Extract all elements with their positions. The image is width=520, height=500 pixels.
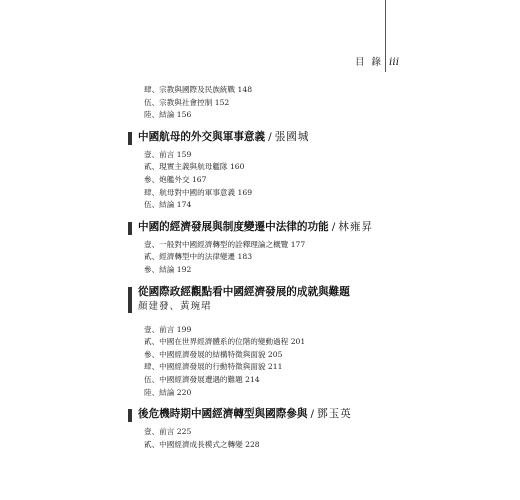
toc-entry: 壹、前言 159 [144, 149, 192, 159]
chapter-marker-bar [128, 222, 132, 235]
toc-entry: 貳、中國經濟成長模式之轉變 228 [144, 439, 260, 449]
toc-entry: 貳、現實主義與航母艦隊 160 [144, 162, 245, 172]
running-head [355, 54, 399, 68]
chapter-title [138, 407, 352, 422]
toc-entry: 肆、中國經濟發展的行動特徵與面貌 211 [144, 362, 283, 372]
chapter-2 [128, 220, 428, 277]
toc-entry: 肆、宗教與國際及民族統戰 148 [144, 85, 253, 94]
chapter-1 [128, 130, 428, 212]
table-of-contents [128, 84, 428, 451]
toc-entry: 肆、航母對中國的軍事意義 169 [144, 187, 253, 197]
chapter-heading [128, 407, 428, 422]
chapter-heading [128, 220, 428, 235]
chapter-title-block [138, 285, 350, 314]
chapter-heading [128, 130, 428, 145]
chapter-entry-list [144, 149, 428, 212]
toc-entry: 參、結論 192 [144, 264, 192, 274]
toc-entry: 陸、結論 220 [144, 387, 192, 397]
toc-entry: 參、炮艦外交 167 [144, 174, 207, 184]
pre-entry-list [144, 84, 428, 122]
running-head-label: 目 錄 [355, 57, 384, 68]
chapter-title-text: 中國航母的外交與軍事意義 [138, 130, 266, 143]
chapter-title-text: 中國的經濟發展與制度變遷中法律的功能 [138, 220, 329, 233]
toc-entry: 伍、中國經濟發展遭遇的難題 214 [144, 374, 260, 384]
toc-entry: 陸、結論 156 [144, 110, 192, 120]
chapter-title: 從國際政經觀點看中國經濟發展的成就與難題 [138, 285, 350, 298]
chapter-entry-list [144, 239, 428, 277]
chapter-title-text: 後危機時期中國經濟轉型與國際參與 [138, 408, 308, 421]
toc-entry: 伍、宗教與社會控制 152 [144, 97, 230, 107]
chapter-marker-bar [128, 409, 132, 422]
toc-entry: 貳、中國在世界經濟體系的位階的變動過程 201 [144, 337, 306, 347]
toc-entry: 壹、前言 225 [144, 427, 192, 437]
chapter-marker-bar [128, 287, 132, 313]
chapter-authors: 顏建發、黃琬珺 [138, 300, 212, 312]
chapter-marker-bar [128, 132, 132, 145]
chapter-3 [128, 285, 428, 400]
chapter-4 [128, 407, 428, 451]
chapter-author: 林雍昇 [338, 220, 374, 233]
page-number: iii [389, 56, 400, 68]
chapter-entry-list [144, 324, 428, 400]
title-separator: / [310, 408, 315, 421]
chapter-title [138, 130, 309, 145]
chapter-title [138, 220, 373, 235]
title-separator: / [268, 130, 272, 143]
chapter-author: 鄧玉英 [317, 408, 352, 421]
toc-entry: 貳、經濟轉型中的法律變遷 183 [144, 252, 253, 262]
title-separator: / [331, 220, 336, 233]
toc-entry: 伍、結論 174 [144, 200, 192, 210]
chapter-entry-list [144, 426, 428, 451]
chapter-author: 張國城 [274, 130, 310, 143]
toc-entry: 壹、前言 199 [144, 324, 192, 334]
toc-entry: 參、中國經濟發展的結構特徵與面貌 205 [144, 349, 283, 359]
chapter-heading [128, 285, 428, 314]
toc-entry: 壹、一般對中國經濟轉型的詮釋理論之概覽 177 [144, 239, 306, 249]
